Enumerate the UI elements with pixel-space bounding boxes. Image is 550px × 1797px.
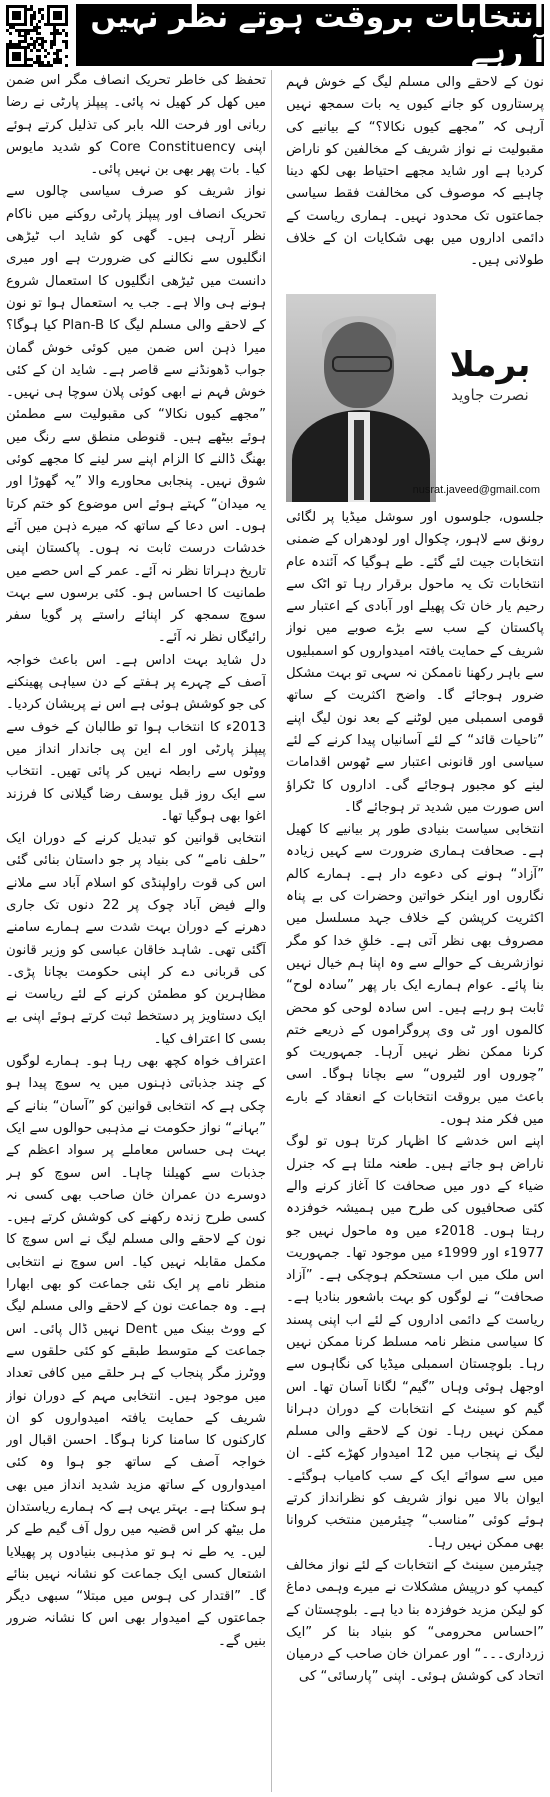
author-email: nusrat.javeed@gmail.com [412, 484, 540, 496]
columnist-photo [286, 294, 436, 502]
headline-text: انتخابات بروقت ہوتے نظر نہیں آ رہے [90, 0, 544, 70]
paragraph: اعتراف خواہ کچھ بھی رہا ہو۔ ہمارے لوگوں کے چند جذباتی ذہنوں میں یہ سوچ پیدا ہو چکی ہے کہ انتخابی قوانین کو ”آسان“ بنانے کے ”بہانے“ نواز حکومت نے مذہبی حوالوں سے ایک بہت ہی حساس معاملے پر سواد اعظم کے جذبات سے کھیلنا چاہا۔ اس سوچ کو ہر دوسرے دن عمران خان صاحب بھی کسی نہ کسی طرح زندہ رکھنے کی کوشش کرتے ہیں۔ نون کے لاحقے والی مسلم لیگ نے اس سوچ کا مکمل مقابلہ نہیں کیا۔ اس سوچ نے انتخابی منظر نامے پر ایک نئی جماعت کو بھی ابھارا ہے۔ وہ جماعت نون کے لاحقے والی مسلم لیگ کے ووٹ بینک میں Dent نہیں ڈال پائی۔ اس جماعت کے متوسط طبقے کو کئی حلقوں سے ووٹرز مگر پنجاب کے ہر حلقے میں کافی تعداد میں موجود ہیں۔ انتخابی مہم کے دوران نواز شریف کے حمایت یافتہ امیدواروں کو ان کارکنوں کا سامنا کرنا ہوگا۔ احسن اقبال اور خواجہ آصف کے ساتھ جو ہوا وہ کئی امیدواروں کے ساتھ مزید شدید انداز میں بھی ہو سکتا ہے۔ بہتر یہی ہے کہ ہمارے ریاستدان مل بیٹھ کر اس قضیہ میں رول آف گیم طے کر لیں۔ یہ طے نہ ہو تو مذہبی بنیادوں پر پھیلایا اشتعال کسی ایک جماعت کو نشانہ نہیں بنائے گا۔ ”اقتدار کی ہوس میں مبتلا“ سبھی دیگر جماعتوں کے امیدوار بھی اس کا نشانہ ضرور بنیں گے۔ [6, 1054, 266, 1649]
column-logo [444, 346, 536, 404]
paragraph: نواز شریف کو صرف سیاسی چالوں سے تحریک انصاف اور پیپلز پارٹی روکنے میں ناکام نظر آرہی ہیں۔ گھی کو شاید اب ٹیڑھی انگلیوں سے نکالنے کی ضرورت ہے اور میری دانست میں ٹیڑھی انگلیوں کا استعمال شروع ہونے ہی والا ہے۔ جب یہ استعمال ہوا تو نون کے لاحقے والی مسلم لیگ کا Plan-B کیا ہوگا؟ میرا ذہن اس ضمن میں کوئی خوش گمان جواب ڈھونڈنے سے قاصر ہے۔ شاید ان کے کئی خوش فہم نے ابھی کوئی پلان سوچا ہی نہیں۔ ”مجھے کیوں نکالا“ کی مقبولیت سے مطمئن ہوئے بیٹھے ہیں۔ قنوطی منطق سے رنگ میں بھنگ ڈالنے کا الزام اپنے سر لینے کا مجھے کوئی شوق نہیں۔ پنجابی محاورے والا ”یہ گھوڑا اور یہ میدان“ کہتے ہوئے اس موضوع کو ختم کرتا ہوں۔ اس دعا کے ساتھ کہ میرے ذہن میں آئے خدشات درست ثابت نہ ہوں۔ پاکستان اپنی تاریخ دہراتا نظر نہ آئے۔ عمر کے اس حصے میں طمانیت کا احساس ہو۔ کئی برسوں سے بہت سوچ سمجھ کر اپنائے راستے پر گویا سفر رائیگاں نظر نہ آئے۔ [6, 184, 266, 646]
paragraph: جلسوں، جلوسوں اور سوشل میڈیا پر لگائی رونق سے لاہور، چکوال اور لودھراں کے ضمنی انتخابات جیت لئے گئے۔ طے ہوگیا کہ آئندہ عام انتخابات تک یہ ماحول برقرار رہا تو اٹک سے رحیم یار خان تک پھیلے اور آبادی کے اعتبار سے پاکستان کے سب سے بڑے صوبے میں نواز شریف کے حمایت یافتہ امیدواروں کو اسمبلیوں سے باہر رکھنا ناممکن نہ سہی تو بہت مشکل ضرور ہوجائے گا۔ واضح اکثریت کے ساتھ قومی اسمبلی میں لوٹنے کے بعد نون لیگ اپنے ”تاحیات قائد“ کے لئے آسانیاں پیدا کرنے کے لئے سیاسی اور قانونی اعتبار سے ٹھوس اقدامات لینے کو مجبور ہوجائے گی۔ اداروں کا ٹکراؤ اس صورت میں شدید تر ہوجائے گا۔ [286, 510, 544, 815]
left-column [6, 70, 266, 1792]
column-divider [271, 70, 272, 1792]
headline [76, 0, 544, 70]
columnist-byline [286, 294, 544, 502]
paragraph: انتخابی قوانین کو تبدیل کرنے کے دوران ایک ”حلف نامے“ کی بنیاد پر جو داستان بنائی گئی اس کی قوت راولپنڈی کو اسلام آباد سے ملانے والے فیض آباد چوک پر 22 دنوں تک جاری دھرنے کے دوران بہت شدت سے ہمارے سامنے آگئی تھی۔ شاہد خاقان عباسی کو وزیر قانون کی قربانی دے کر اپنی حکومت بچانا پڑی۔ مظاہرین کو مطمئن کرنے کے لئے ریاست نے ایک دستاویز پر دستخط ثبت کرتے ہوئے اپنی بے بسی کا اعتراف کیا۔ [6, 831, 266, 1047]
author-name: نصرت جاوید [451, 386, 529, 404]
paragraph: اپنے اس خدشے کا اظہار کرتا ہوں تو لوگ ناراض ہو جاتے ہیں۔ طعنہ ملتا ہے کہ جنرل ضیاء کے دور میں صحافت کا آغاز کرنے والے کئی صحافیوں کی طرح میں ہمیشہ خوفزدہ رہتا ہوں۔ 2018ء میں وہ ماحول نہیں جو 1977ء اور 1999ء میں موجود تھا۔ جمہوریت اس ملک میں اب مستحکم ہوچکی ہے۔ ”آزاد صحافت“ نے لوگوں کو بہت باشعور بنادیا ہے۔ ریاست کے دائمی اداروں کے لئے اب اپنی پسند کا سیاسی منظر نامہ مسلط کرنا ممکن نہیں رہا۔ بلوچستان اسمبلی میڈیا کی نگاہوں سے اوجھل ہوئی وہاں ”گیم“ لگانا آسان تھا۔ اس گیم کو سینٹ کے انتخابات کے دوران دہرانا ممکن نہیں رہا۔ نون کے لاحقے والی مسلم لیگ نے پنجاب میں 12 امیدوار کھڑے کئے۔ ان میں سے سوائے ایک کے سب کامیاب ہوگئے۔ ایوان بالا میں نواز شریف کو نظرانداز کرتے ہوئے کوئی ”مناسب“ چیئرمین منتخب کروانا بھی ممکن نہیں رہا۔ [286, 1134, 544, 1551]
paragraph: دل شاید بہت اداس ہے۔ اس باعث خواجہ آصف کے چہرے پر ہفتے کے دن سیاہی پھینکنے کی جو کوشش ہوئی ہے اس نے پریشان کردیا۔ 2013ء کا انتخاب ہوا تو طالبان کے خوف سے پیپلز پارٹی اور اے این پی جاندار انداز میں ووٹوں سے رابطہ نہیں کر پائی تھیں۔ انتخاب سے ایک روز قبل یوسف رضا گیلانی کا فرزند اغوا بھی ہوگیا تھا۔ [6, 652, 266, 824]
paragraph: چیئرمین سینٹ کے انتخابات کے لئے نواز مخالف کیمپ کو درپیش مشکلات نے میرے وہمی دماغ کو لیکن مزید خوفزدہ بنا دیا ہے۔ بلوچستان کے ”احساس محرومی“ کو بنیاد بنا کر ”ایک زرداری۔۔۔“ اور عمران خان صاحب کے درمیان اتحاد کی کوشش ہوئی۔ اپنی ”پارسائی“ کی [286, 1557, 544, 1685]
paragraph: نون کے لاحقے والی مسلم لیگ کے خوش فہم پرستاروں کو جانے کیوں یہ بات سمجھ نہیں آرہی کہ ”مجھے کیوں نکالا؟“ کے بیانیے کی مقبولیت نے نواز شریف کے مخالفین کو ناراض کردیا ہے اور شاید مجھے احتیاط بھی لکھ دینا چاہیے کہ موصوف کی مخالفت فقط سیاسی جماعتوں تک محدود نہیں۔ ہماری ریاست کے دائمی اداروں میں بھی شکایات ان کے خلاف طولانی ہیں۔ [286, 75, 544, 269]
column-title: برملا [449, 345, 531, 385]
right-column-top [286, 72, 544, 288]
right-column-bottom [286, 507, 544, 1792]
paragraph: انتخابی سیاست بنیادی طور پر بیانیے کا کھیل ہے۔ صحافت ہماری ضرورت سے کہیں زیادہ ”آزاد“ ہونے کی دعوے دار ہے۔ ہمارے کالم نگاروں اور اینکر خواتین وحضرات کی بے پناہ اکثریت کرپشن کے خلاف جہد مسلسل میں مصروف بھی نظر آتی ہے۔ خلقِ خدا کو مگر نوازشریف کے حوالے سے وہ اپنا ہم خیال نہیں بنا پائے۔ عوام ہمارے ایک بار پھر ”سادہ لوح“ ثابت ہو رہے ہیں۔ اس سادہ لوحی کو محض کالموں اور ٹی وی پروگراموں کے ذریعے ختم کرنا ممکن نظر نہیں آرہا۔ جمہوریت کو ”چوروں اور لٹیروں“ سے بچانا ہوگا۔ اسی باعث میں بروقت انتخابات کے انعقاد کے بارے میں فکر مند ہوں۔ [286, 822, 544, 1128]
qr-code [6, 5, 68, 67]
paragraph: تحفظ کی خاطر تحریک انصاف مگر اس ضمن میں کھل کر کھیل نہ پائی۔ پیپلز پارٹی نے رضا ربانی اور فرحت اللہ بابر کی تذلیل کرتے ہوئے اپنی Core Constituency کو شدید مایوس کیا۔ بات پھر بھی بن نہیں پائی۔ [6, 73, 266, 178]
